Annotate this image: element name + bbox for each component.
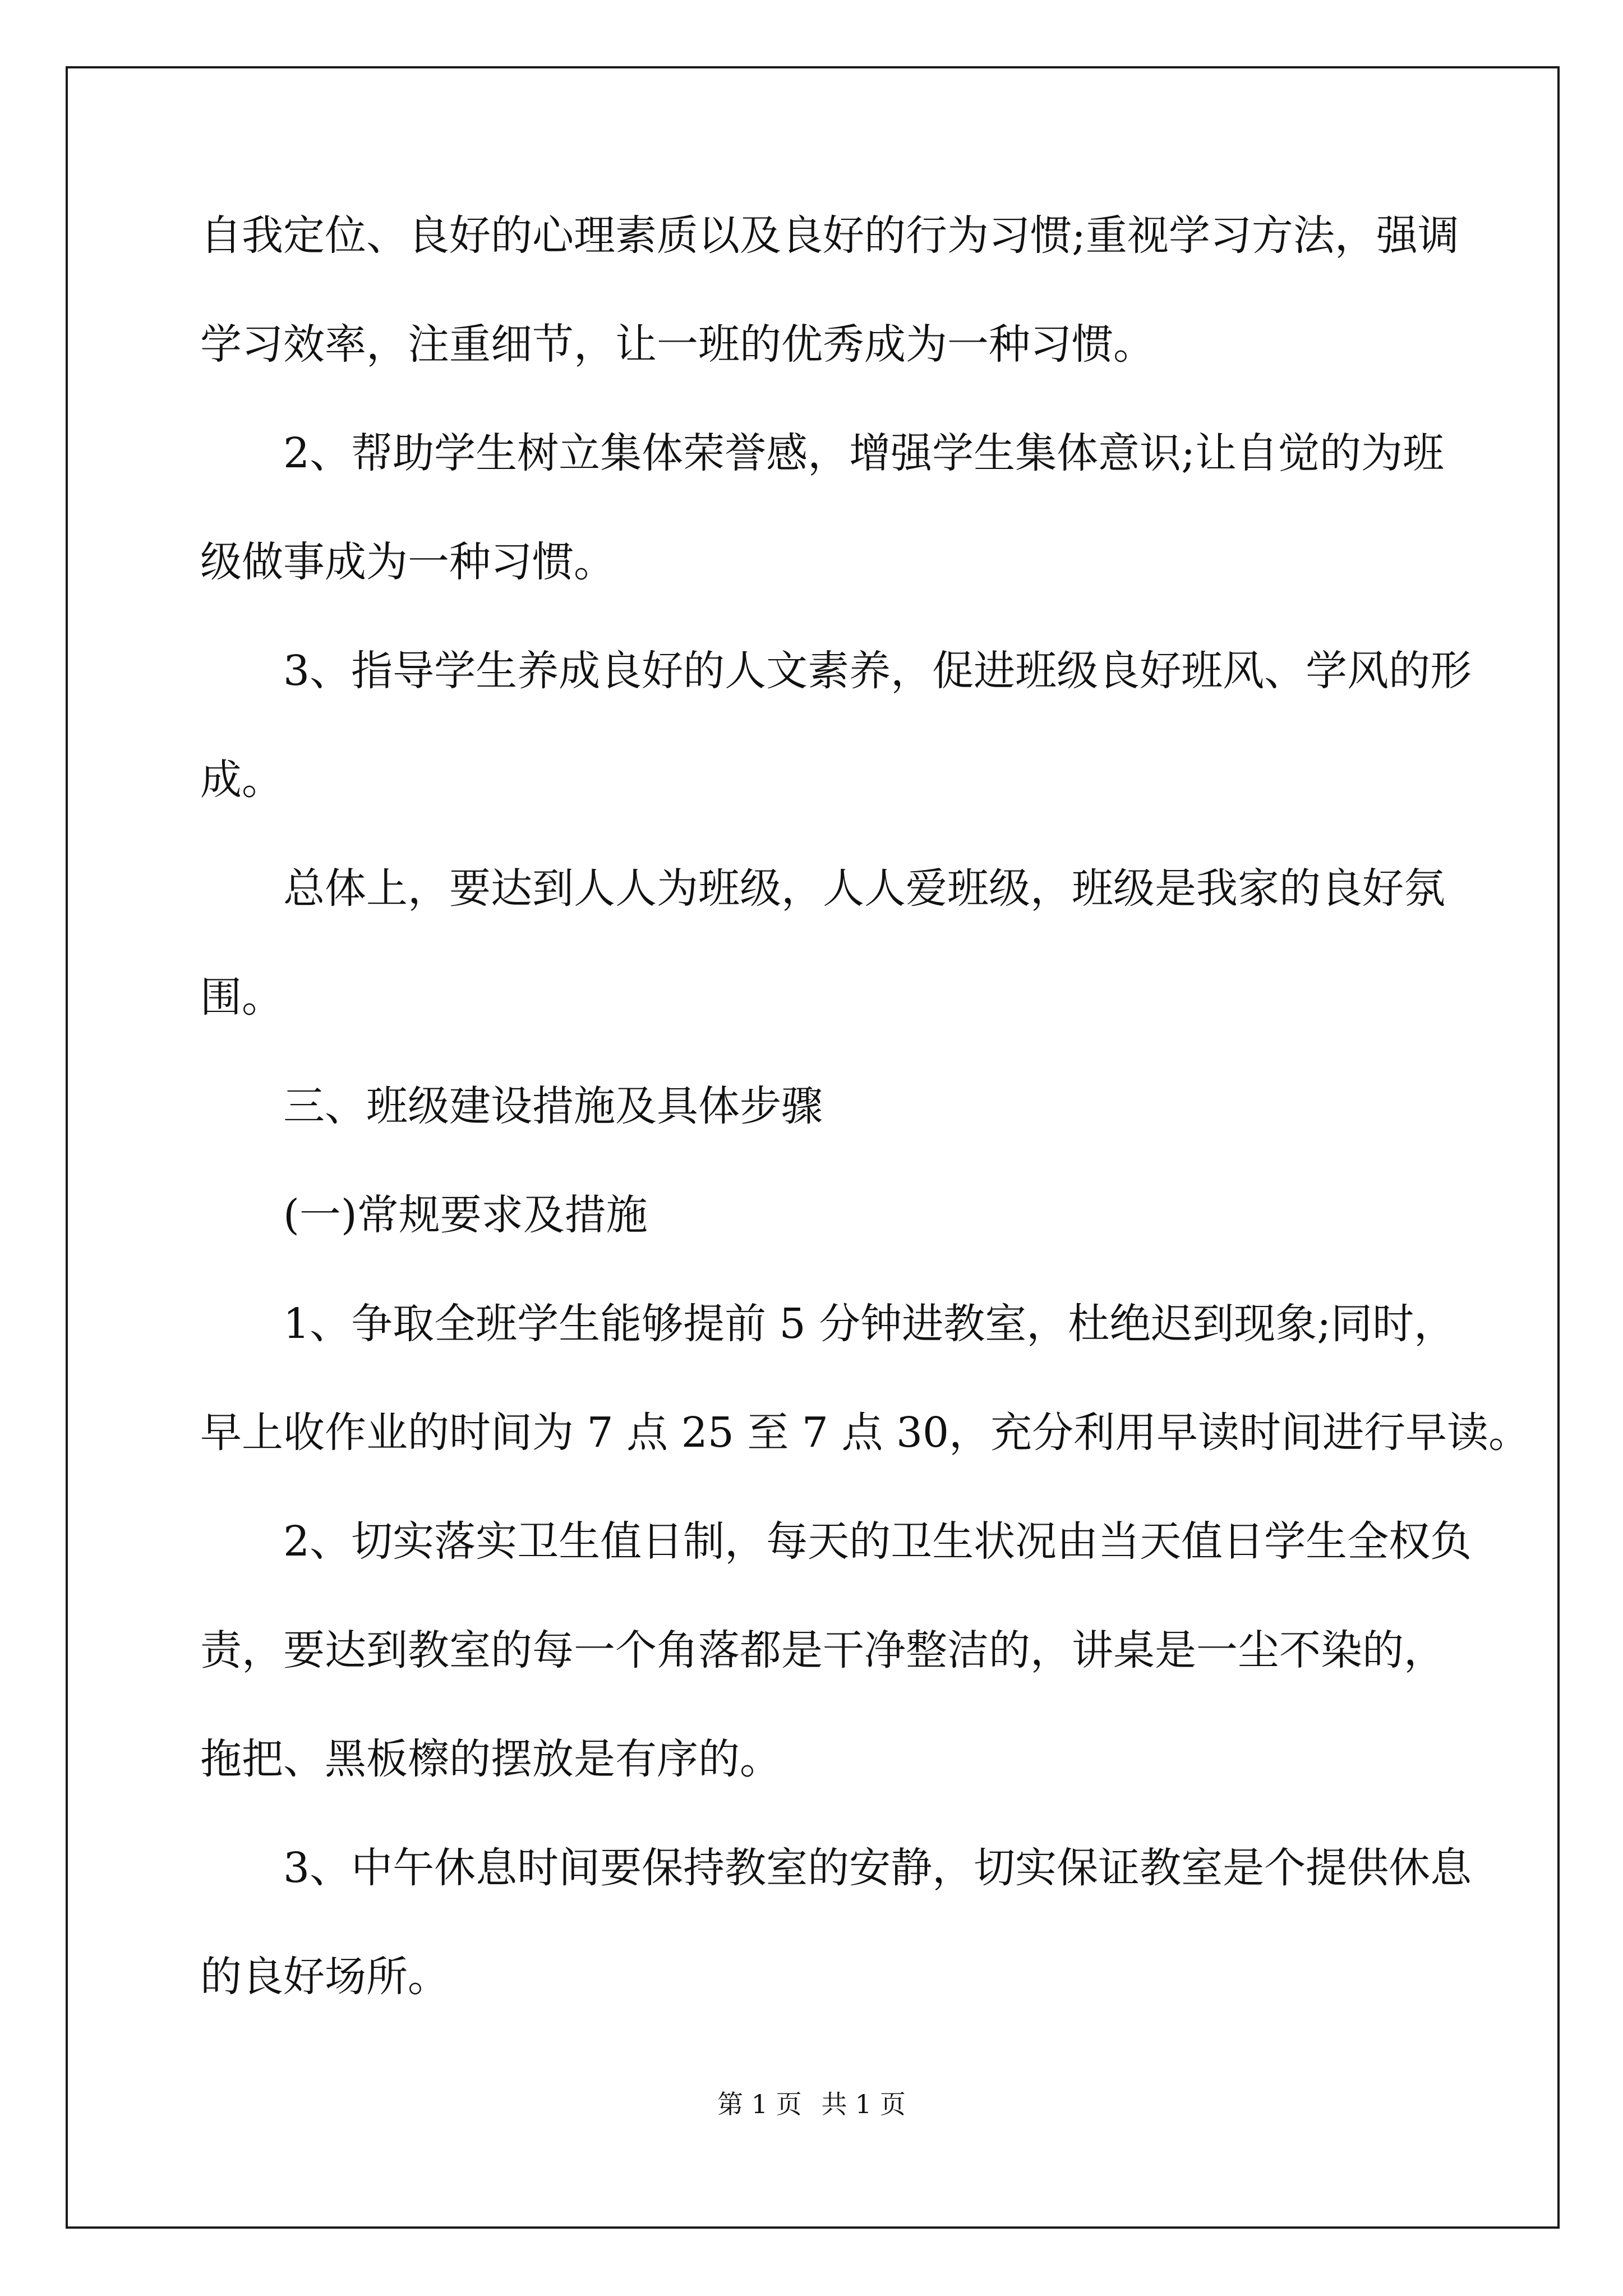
page-footer [0,2084,1623,2121]
text-line: 责，要达到教室的每一个角落都是干净整洁的，讲桌是一尘不染的， [200,1626,1445,1674]
text-line: 1、争取全班学生能够提前 5 分钟进教室，杜绝迟到现象;同时， [283,1300,1456,1348]
section-heading: 三、班级建设措施及具体步骤 [283,1082,823,1130]
text-line: 总体上，要达到人人为班级，人人爱班级，班级是我家的良好氛 [283,864,1445,913]
page-total: 共 1 页 [821,2089,906,2119]
subsection-heading: (一)常规要求及措施 [283,1191,648,1239]
text-line: 围。 [200,973,283,1022]
text-line: 学习效率，注重细节，让一班的优秀成为一种习惯。 [200,320,1155,369]
text-line: 2、帮助学生树立集体荣誉感，增强学生集体意识;让自觉的为班 [283,429,1445,477]
text-line: 早上收作业的时间为 7 点 25 至 7 点 30，充分利用早读时间进行早读。 [200,1409,1530,1457]
page-number: 第 1 页 [717,2089,802,2119]
text-line: 的良好场所。 [200,1953,449,2001]
text-line: 3、指导学生养成良好的人文素养，促进班级良好班风、学风的形 [283,647,1472,695]
text-line: 级做事成为一种习惯。 [200,538,615,586]
text-line: 拖把、黑板檫的摆放是有序的。 [200,1735,781,1783]
page-border [66,66,1560,2229]
text-line: 3、中午休息时间要保持教室的安静，切实保证教室是个提供休息 [283,1844,1472,1892]
text-line: 自我定位、良好的心理素质以及良好的行为习惯;重视学习方法，强调 [200,211,1459,260]
text-line: 2、切实落实卫生值日制，每天的卫生状况由当天值日学生全权负 [283,1517,1472,1566]
text-line: 成。 [200,756,283,804]
